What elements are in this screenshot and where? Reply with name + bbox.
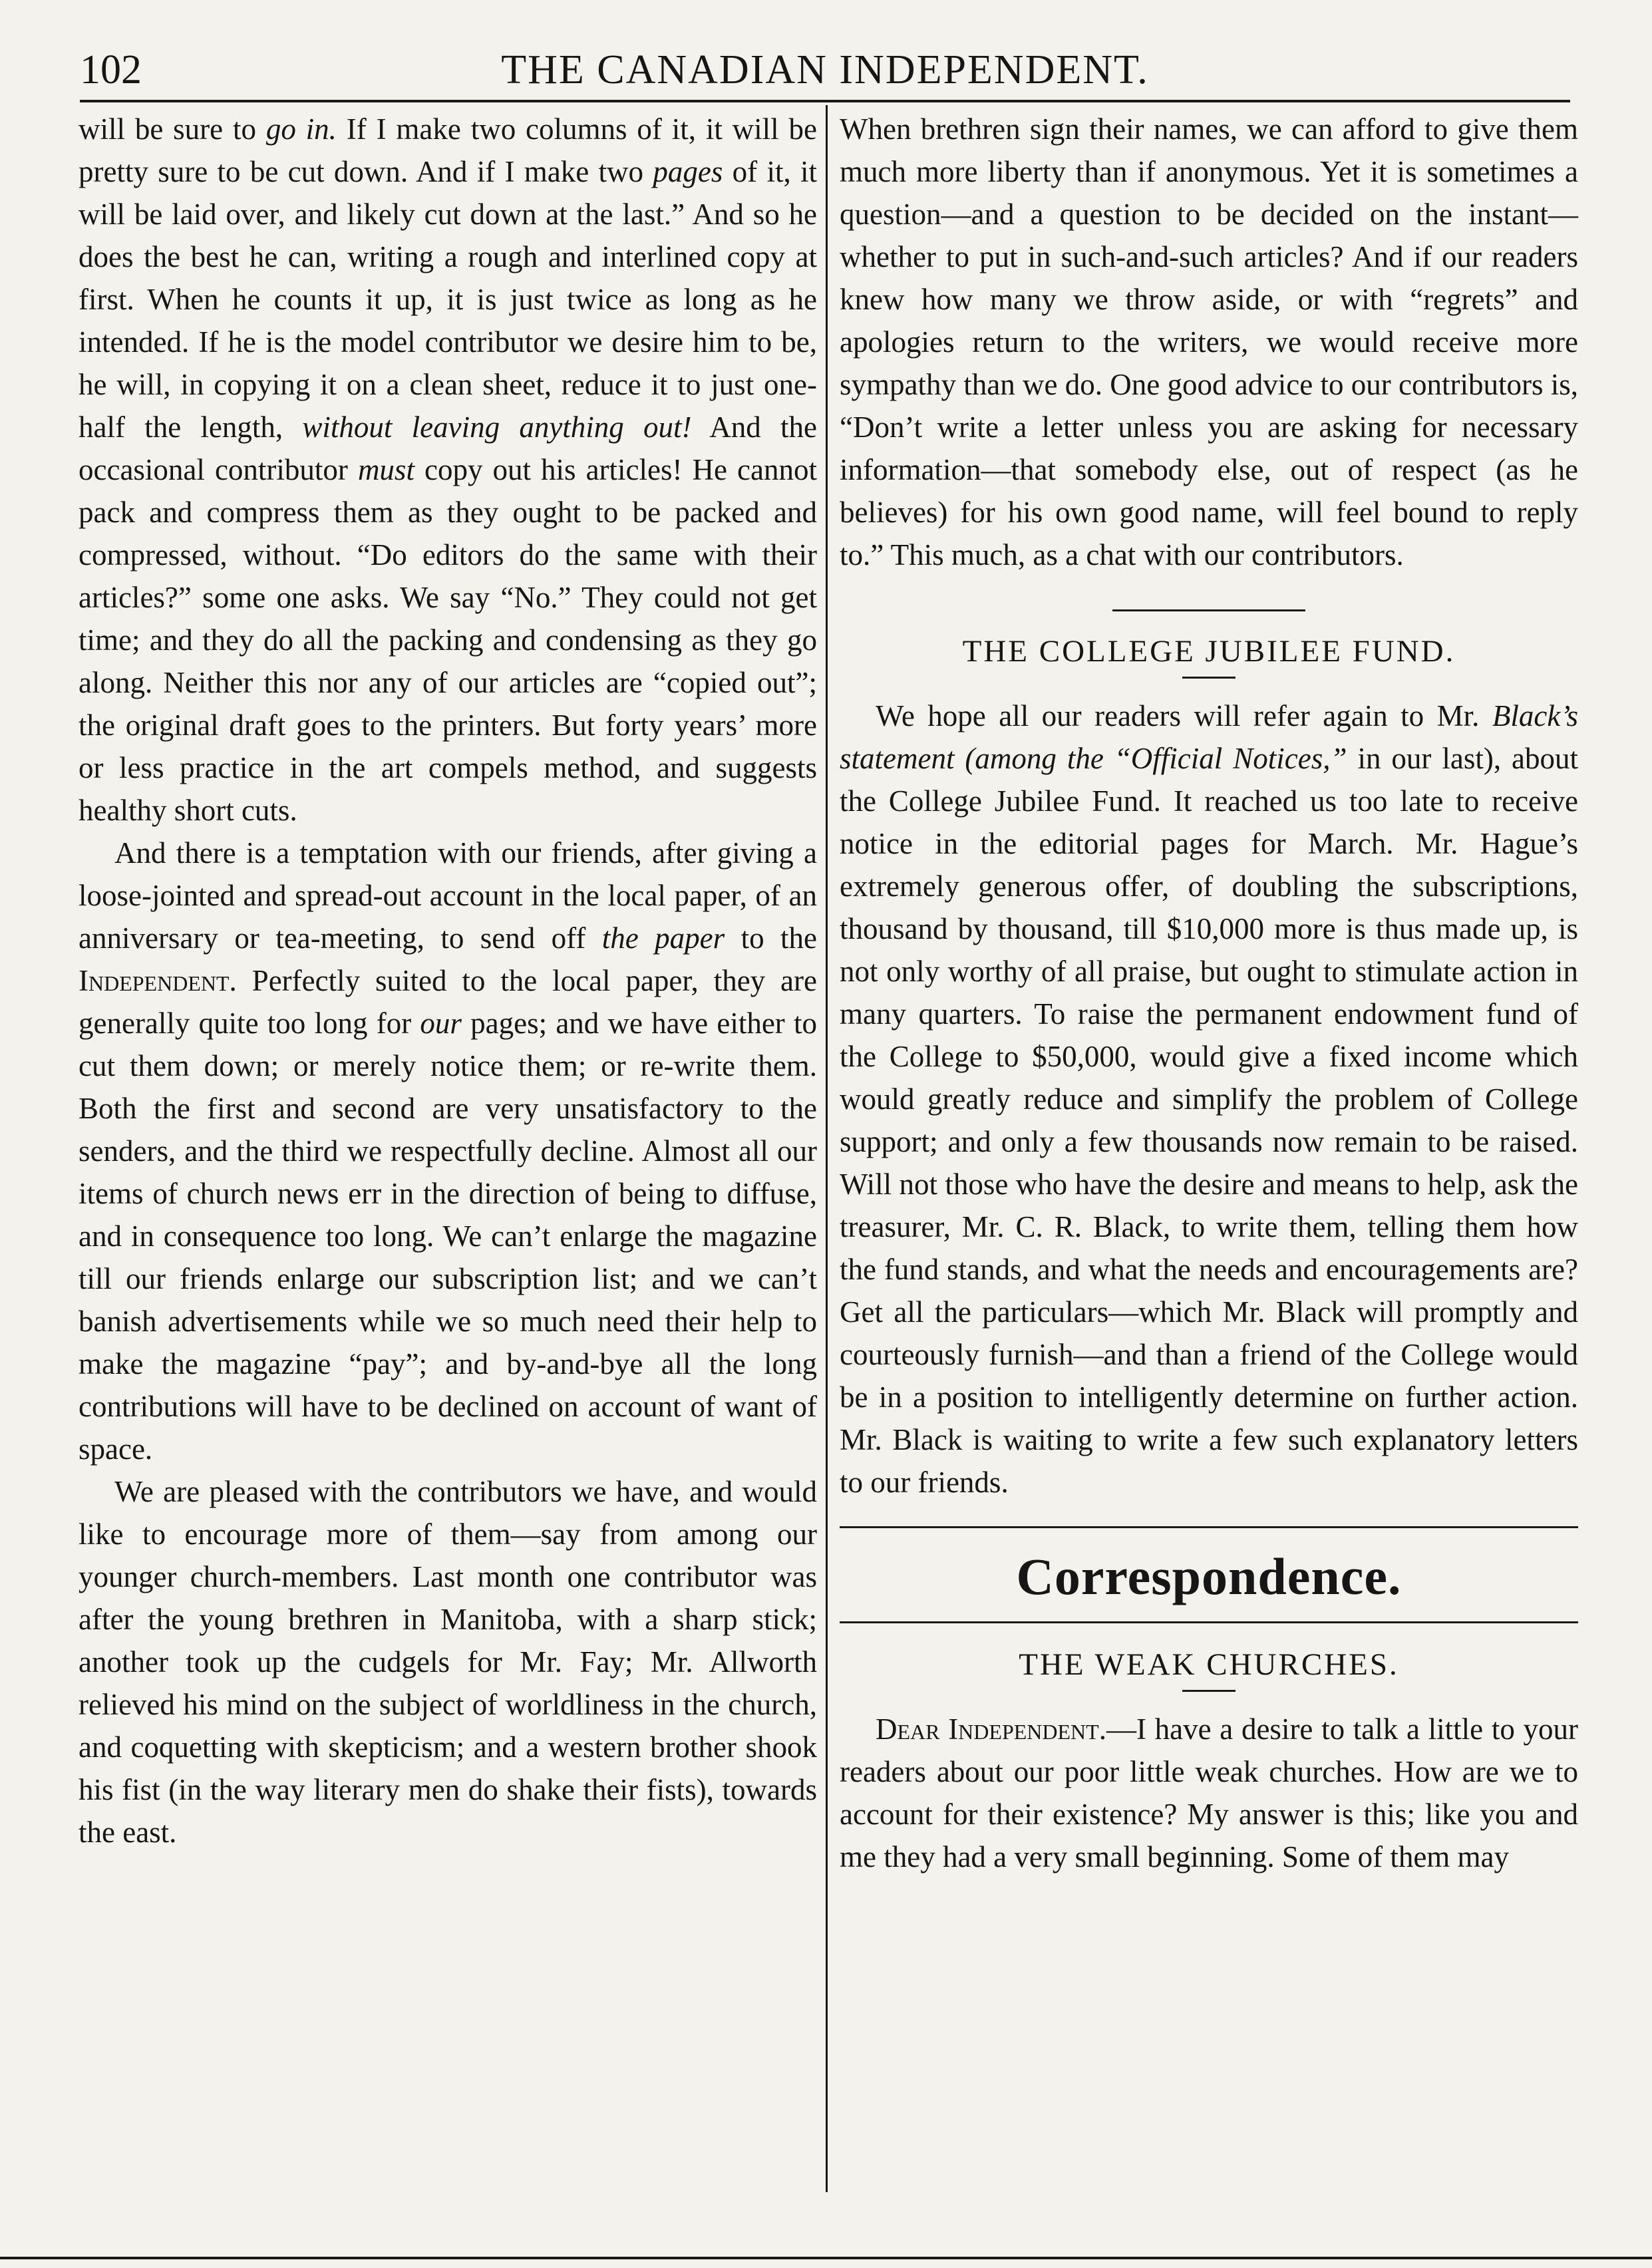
jubilee-heading: THE COLLEGE JUBILEE FUND.: [962, 634, 1456, 669]
section-rule: [840, 1526, 1578, 1528]
running-title: THE CANADIAN INDEPENDENT.: [501, 47, 1149, 92]
page-header: [80, 47, 1570, 97]
weak-churches-heading: THE WEAK CHURCHES.: [1019, 1647, 1399, 1682]
section-rule: [840, 1621, 1578, 1623]
section-divider: [1112, 609, 1305, 611]
letter-paragraph: Dear Independent.—I have a desire to talk a little to your readers about our poor little weak churches. How are we to account for their existence? My answer is this; like you and me they had a very small beginning. Some of them may: [840, 1712, 1579, 1873]
article-paragraph: We are pleased with the contributors we have, and would like to encourage more of them—say from among our younger church-members. Last month one contributor was after the young brethren in Manitoba, with a sharp stick; another took up the cudgels for Mr. Fay; Mr. Allworth relieved his mind on the subject of worldliness in the church, and coquetting with skepticism; and a western brother shook his fist (in the way literary men do shake their fists), towards the east.: [79, 1475, 817, 1849]
left-column: [79, 108, 817, 1854]
jubilee-paragraph: We hope all our readers will refer again to Mr. Black’s statement (among the “Official Notices,” in our last), about the College Jubilee Fund. It reached us too late to receive notice in the editorial pages for March. Mr. Hague’s extremely generous offer, of doubling the subscriptions, thousand by thousand, till $10,000 more is thus made up, is not only worthy of all praise, but ought to stimulate action in many quarters. To raise the permanent endowment fund of the College to $50,000, would give a fixed income which would greatly reduce and simplify the problem of College support; and only a few thousands now remain to be raised. Will not those who have the desire and means to help, ask the treasurer, Mr. C. R. Black, to write them, telling them how the fund stands, and what the needs and encouragements are? Get all the particulars—which Mr. Black will promptly and courteously furnish—and than a friend of the College would be in a position to intelligently determine on further action. Mr. Black is waiting to write a few such explanatory letters to our friends.: [840, 699, 1578, 1499]
column-divider: [826, 105, 828, 2192]
heading-rule: [1182, 677, 1236, 679]
footer-rule: [0, 2257, 1652, 2259]
header-rule: [80, 100, 1570, 102]
correspondence-title: Correspondence.: [1016, 1547, 1402, 1605]
article-paragraph: When brethren sign their names, we can afford to give them much more liberty than if anonymous. Yet it is sometimes a question—and a question to be decided on the instant—whether to put in such-and-such articles? And if our readers knew how many we throw aside, or with “regrets” and apologies return to the writers, we would receive more sympathy than we do. One good advice to our contributors is, “Don’t write a letter unless you are asking for necessary information—that somebody else, out of respect (as he believes) for his own good name, will feel bound to reply to.” This much, as a chat with our contributors.: [840, 112, 1578, 571]
article-paragraph: And there is a temptation with our friends, after giving a loose-jointed and spread-out account in the local paper, of an anniversary or tea-meeting, to send off the paper to the Independent. Perfectly suited to the local paper, they are generally quite too long for our pages; and we have either to cut them down; or merely notice them; or re-write them. Both the first and second are very unsatisfactory to the senders, and the third we respectfully decline. Almost all our items of church news err in the direction of being to diffuse, and in consequence too long. We can’t enlarge the magazine till our friends enlarge our subscription list; and we can’t banish advertisements while we so much need their help to make the magazine “pay”; and by-and-bye all the long contributions will have to be declined on account of want of space.: [79, 836, 817, 1466]
article-paragraph: will be sure to go in. If I make two columns of it, it will be pretty sure to be cut down. And if I make two pages of it, it will be laid over, and likely cut down at the last.” And so he does the best he can, writing a rough and interlined copy at first. When he counts it up, it is just twice as long as he intended. If he is the model contributor we desire him to be, he will, in copying it on a clean sheet, reduce it to just one-half the length, without leaving anything out! And the occasional contributor must copy out his articles! He cannot pack and compress them as they ought to be packed and compressed, without. “Do editors do the same with their articles?” some one asks. We say “No.” They could not get time; and they do all the packing and condensing as they go along. Neither this nor any of our articles are “copied out”; the original draft goes to the printers. But forty years’ more or less practice in the art compels method, and suggests healthy short cuts.: [79, 112, 817, 827]
heading-rule: [1182, 1690, 1236, 1692]
page-number: 102: [80, 47, 142, 92]
right-column: [840, 108, 1578, 1878]
